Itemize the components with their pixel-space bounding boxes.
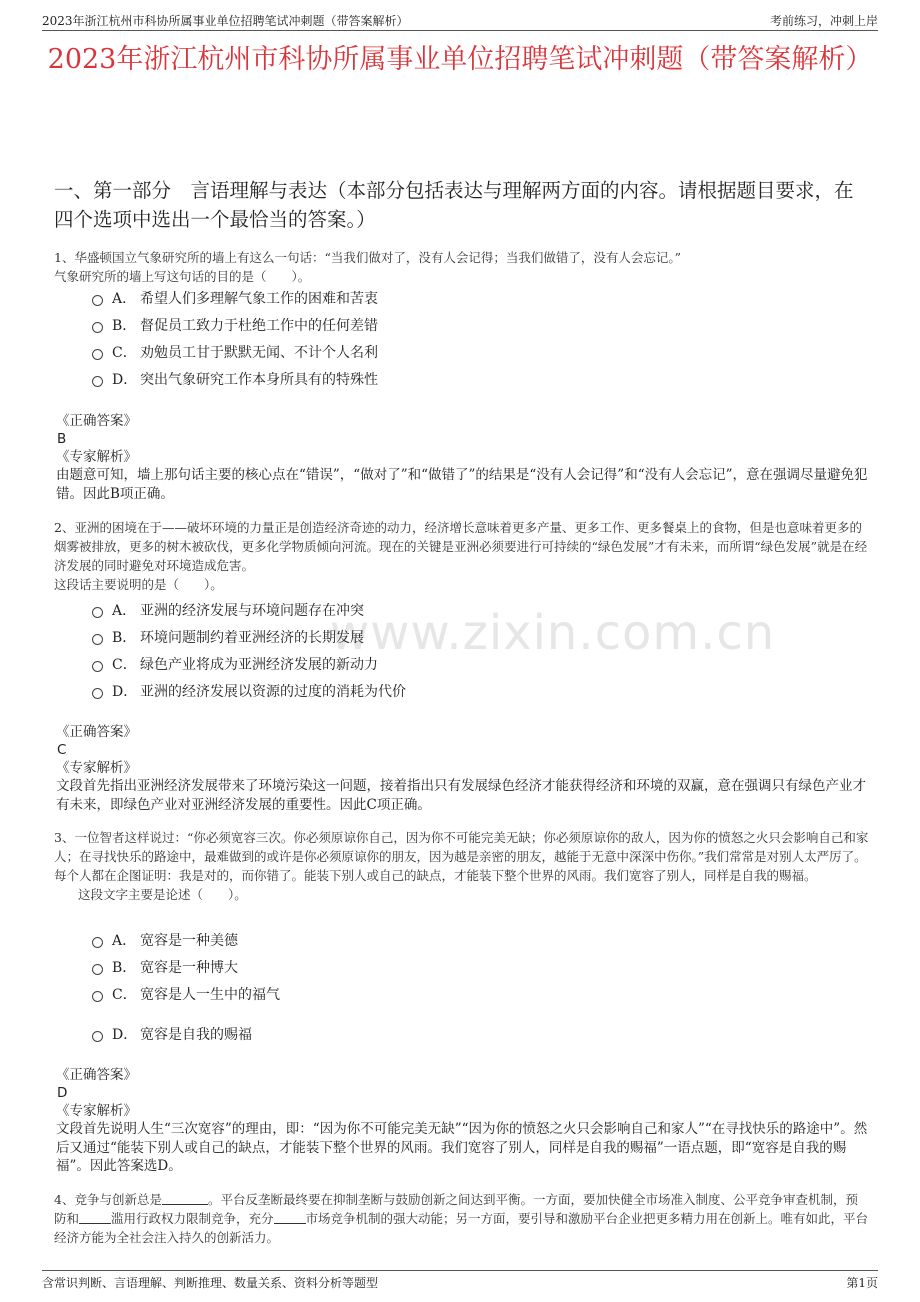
option-a[interactable] bbox=[92, 600, 364, 620]
question-2-answer bbox=[56, 723, 870, 814]
option-b[interactable] bbox=[92, 315, 378, 335]
explanation-text: 文段首先指出亚洲经济发展带来了环境污染这一问题，接着指出只有发展绿色经济才能获得经济和环境的双赢，意在强调只有绿色产业才有未来，即绿色产业对亚洲经济发展的重要性。因此C项正确。 bbox=[56, 778, 866, 813]
radio-button-icon[interactable] bbox=[92, 688, 103, 699]
footer-question-types: 含常识判断、言语理解、判断推理、数量关系、资料分析等题型 bbox=[42, 1276, 379, 1290]
fill-blank bbox=[274, 1211, 306, 1224]
option-letter: A． bbox=[112, 291, 137, 307]
option-text: 宽容是一种博大 bbox=[140, 960, 238, 976]
option-text: 宽容是一种美德 bbox=[140, 933, 238, 949]
header-doc-title: 2023年浙江杭州市科协所属事业单位招聘笔试冲刺题（带答案解析） bbox=[42, 14, 409, 28]
option-a[interactable] bbox=[92, 288, 378, 308]
option-letter: B． bbox=[112, 318, 137, 334]
option-text: 突出气象研究工作本身所具有的特殊性 bbox=[140, 372, 378, 388]
option-text: 宽容是人一生中的福气 bbox=[140, 987, 280, 1003]
answer-value: D bbox=[57, 1085, 68, 1101]
question-stem-part: 市场竞争机制的强大动能；另一方面，要引导和激励平台企业把更多精力用在创新上。唯有如此，平台经济方能为全社会注入持久的创新活力。 bbox=[54, 1211, 869, 1245]
option-b[interactable] bbox=[92, 957, 238, 977]
radio-button-icon[interactable] bbox=[92, 376, 103, 387]
question-prompt: 这段话主要说明的是（ ）。 bbox=[54, 577, 223, 592]
option-text: 环境问题制约着亚洲经济的长期发展 bbox=[140, 630, 364, 646]
radio-button-icon[interactable] bbox=[92, 322, 103, 333]
document-title: 2023年浙江杭州市科协所属事业单位招聘笔试冲刺题（带答案解析） bbox=[47, 44, 873, 75]
option-letter: B． bbox=[112, 960, 137, 976]
page-header bbox=[42, 10, 878, 31]
question-prompt: 这段文字主要是论述（ ）。 bbox=[78, 887, 247, 902]
option-a[interactable] bbox=[92, 930, 238, 950]
fill-blank bbox=[79, 1211, 111, 1224]
option-text: 绿色产业将成为亚洲经济发展的新动力 bbox=[140, 657, 378, 673]
answer-label: 《正确答案》 bbox=[56, 413, 137, 429]
answer-label: 《正确答案》 bbox=[56, 1067, 137, 1083]
question-stem-part: 4、竞争与创新总是 bbox=[54, 1192, 162, 1207]
page-footer bbox=[42, 1270, 878, 1289]
page-number: 第1页 bbox=[846, 1276, 878, 1290]
question-3-stem bbox=[54, 828, 870, 904]
question-stem-part: 滥用行政权力限制竞争，充分 bbox=[111, 1211, 274, 1226]
option-c[interactable] bbox=[92, 342, 378, 362]
option-text: 督促员工致力于杜绝工作中的任何差错 bbox=[140, 318, 378, 334]
header-slogan: 考前练习，冲刺上岸 bbox=[769, 14, 878, 28]
watermark: www.zixin.com.cn bbox=[330, 605, 776, 661]
question-stem: 1、华盛顿国立气象研究所的墙上有这么一句话：“当我们做对了，没有人会记得；当我们做错了，没有人会忘记。” bbox=[54, 250, 681, 265]
option-d[interactable] bbox=[92, 369, 378, 389]
option-letter: B． bbox=[112, 630, 137, 646]
option-letter: D． bbox=[112, 1027, 138, 1043]
option-letter: D． bbox=[112, 372, 138, 388]
question-prompt: 气象研究所的墙上写这句话的目的是（ ）。 bbox=[54, 269, 311, 284]
explanation-text: 文段首先说明人生“三次宽容”的理由，即：“因为你不可能完美无缺”“因为你的愤怒之火只会影响自己和家人”“在寻找快乐的路途中”。然后又通过“能装下别人或自己的缺点，才能装下整个世界的风雨。我们宽容了别人，同样是自我的赐福”一语点题，即“宽容是自我的赐福”。因此答案选D。 bbox=[56, 1121, 868, 1174]
answer-value: C bbox=[57, 742, 67, 758]
radio-button-icon[interactable] bbox=[92, 964, 103, 975]
option-letter: A． bbox=[112, 933, 137, 949]
radio-button-icon[interactable] bbox=[92, 349, 103, 360]
option-letter: D． bbox=[112, 684, 138, 700]
option-letter: A． bbox=[112, 603, 137, 619]
option-text: 亚洲的经济发展与环境问题存在冲突 bbox=[140, 603, 364, 619]
option-d[interactable] bbox=[92, 1024, 252, 1044]
option-text: 劝勉员工甘于默默无闻、不计个人名利 bbox=[140, 345, 378, 361]
question-2-stem bbox=[54, 518, 870, 594]
answer-label: 《正确答案》 bbox=[56, 724, 137, 740]
option-b[interactable] bbox=[92, 627, 364, 647]
question-stem-part: 。平台反垄断最终要在抑制垄断与鼓励创新之间达到平衡。一方面，要加快健全市场准入制度、公平竞争审查机制，预防和 bbox=[54, 1192, 858, 1226]
option-text: 希望人们多理解气象工作的困难和苦衷 bbox=[140, 291, 378, 307]
option-c[interactable] bbox=[92, 984, 280, 1004]
radio-button-icon[interactable] bbox=[92, 937, 103, 948]
option-c[interactable] bbox=[92, 654, 378, 674]
option-text: 宽容是自我的赐福 bbox=[140, 1027, 252, 1043]
radio-button-icon[interactable] bbox=[92, 661, 103, 672]
option-text: 亚洲的经济发展以资源的过度的消耗为代价 bbox=[140, 684, 406, 700]
radio-button-icon[interactable] bbox=[92, 1031, 103, 1042]
answer-value: B bbox=[57, 431, 67, 447]
option-letter: C． bbox=[112, 345, 137, 361]
explanation-text: 由题意可知，墙上那句话主要的核心点在“错误”，“做对了”和“做错了”的结果是“没有人会记得”和“没有人会忘记”，意在强调尽量避免犯错。因此B项正确。 bbox=[56, 467, 868, 502]
question-3-answer bbox=[56, 1066, 870, 1176]
option-letter: C． bbox=[112, 987, 137, 1003]
radio-button-icon[interactable] bbox=[92, 634, 103, 645]
option-letter: C． bbox=[112, 657, 137, 673]
question-stem: 3、一位智者这样说过：“你必须宽容三次。你必须原谅你自己，因为你不可能完美无缺；你必须原谅你的敌人，因为你的愤怒之火只会影响自己和家人；在寻找快乐的路途中，最难做到的或许是你必须原谅你的朋友，因为越是亲密的朋友，越能于无意中深深中伤你。”我们常常是对别人太严厉了。每个人都在企图证明：我是对的，而你错了。能装下别人或自己的缺点，才能装下整个世界的风雨。我们宽容了别人，同样是自我的赐福。 bbox=[54, 830, 869, 883]
question-1-answer bbox=[56, 412, 870, 503]
fill-blank bbox=[162, 1192, 208, 1205]
radio-button-icon[interactable] bbox=[92, 295, 103, 306]
explanation-label: 《专家解析》 bbox=[56, 449, 137, 465]
question-4-stem bbox=[54, 1190, 870, 1247]
radio-button-icon[interactable] bbox=[92, 991, 103, 1002]
explanation-label: 《专家解析》 bbox=[56, 760, 137, 776]
question-stem: 2、亚洲的困境在于——破坏环境的力量正是创造经济奇迹的动力，经济增长意味着更多产量、更多工作、更多餐桌上的食物，但是也意味着更多的烟雾被排放，更多的树木被砍伐，更多化学物质倾向河流。现在的关键是亚洲必须要进行可持续的“绿色发展”才有未来，而所谓“绿色发展”就是在经济发展的同时避免对环境造成危害。 bbox=[54, 520, 868, 573]
question-1-stem bbox=[54, 248, 870, 286]
option-d[interactable] bbox=[92, 681, 406, 701]
section-heading: 一、第一部分 言语理解与表达（本部分包括表达与理解两方面的内容。请根据题目要求，在四个选项中选出一个最恰当的答案。） bbox=[54, 179, 854, 231]
radio-button-icon[interactable] bbox=[92, 607, 103, 618]
explanation-label: 《专家解析》 bbox=[56, 1103, 137, 1119]
